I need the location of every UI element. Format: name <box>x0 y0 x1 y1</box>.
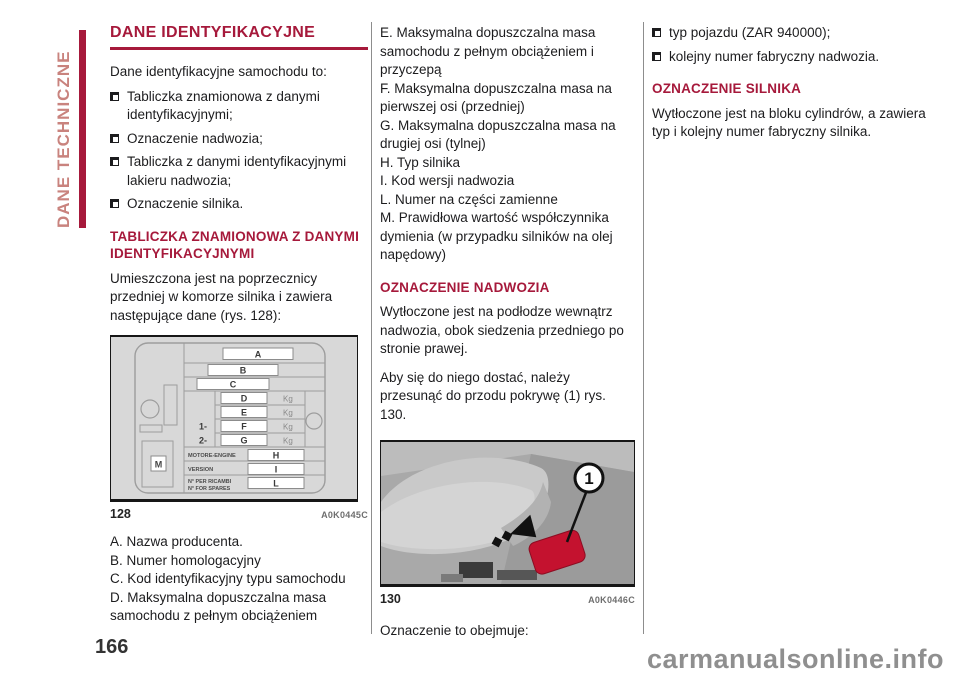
page-number: 166 <box>95 636 129 658</box>
callout-number: 1 <box>584 469 594 488</box>
seat-floor-photo <box>381 442 634 584</box>
square-bullet-icon <box>110 199 119 208</box>
bullet-list <box>110 88 368 214</box>
legend-item: F. Maksymalna dopuszczalna masa na pierwszej osi (przedniej) <box>380 80 612 114</box>
legend-item: M. Prawidłowa wartość współczynnika dymienia (w przypadku silników na olej napędowy) <box>380 210 613 262</box>
figure-caption <box>110 507 368 521</box>
list-item-text: Oznaczenie silnika. <box>127 196 244 211</box>
watermark-text: carmanualsonline.info <box>646 644 944 674</box>
plate-field-g: G <box>240 435 248 446</box>
legend-item: E. Maksymalna dopuszczalna masa samochodu z pełnym obciążeniem i przyczepą <box>380 25 596 77</box>
plate-field-m: M <box>154 459 163 470</box>
figure-caption <box>380 592 635 606</box>
list-item <box>652 24 935 43</box>
paragraph: Wytłoczone jest na podłodze wewnątrz nadwozia, obok siedzenia przedniego po stronie prawej. <box>380 304 624 356</box>
chapter-title-vertical: DANE TECHNICZNE <box>54 50 73 228</box>
list-item-text: Tabliczka z danymi identyfikacyjnymi lakieru nadwozia; <box>127 154 347 188</box>
spares-row-label-2: N° FOR SPARES <box>188 486 231 492</box>
legend-item: I. Kod wersji nadwozia <box>380 173 515 188</box>
plate-field-e: E <box>240 407 248 418</box>
chapter-accent-bar <box>79 30 86 228</box>
plate-field-a: A <box>254 349 262 360</box>
square-bullet-icon <box>110 134 119 143</box>
kg-unit: Kg <box>283 394 293 404</box>
legend-item: L. Numer na części zamienne <box>380 191 558 207</box>
column-1 <box>110 24 368 626</box>
figure-number: 128 <box>110 507 131 521</box>
paragraph: Wytłoczone jest na bloku cylindrów, a zawiera typ i kolejny numer fabryczny silnika. <box>652 105 926 139</box>
identification-plate-diagram <box>111 337 357 499</box>
plate-field-c: C <box>229 379 237 390</box>
list-item <box>110 88 368 125</box>
column-divider <box>371 22 372 634</box>
list-item <box>110 153 368 190</box>
figure-identification-plate <box>110 335 358 502</box>
subsection-heading: OZNACZENIE SILNIKA <box>652 81 802 96</box>
legend-list-e-m <box>380 24 635 265</box>
square-bullet-icon <box>652 52 661 61</box>
legend-item: D. Maksymalna dopuszczalna masa samochodu z pełnym obciążeniem <box>110 589 327 623</box>
plate-rivet-left <box>141 400 159 418</box>
square-bullet-icon <box>110 157 119 166</box>
legend-item: G. Maksymalna dopuszczalna masa na drugiej osi (tylnej) <box>380 117 616 151</box>
intro-paragraph: Dane identyfikacyjne samochodu to: <box>110 64 327 79</box>
plate-field-l: L <box>273 478 279 489</box>
list-item-text: Oznaczenie nadwozia; <box>127 130 263 146</box>
column-3 <box>652 24 935 148</box>
kg-unit: Kg <box>283 436 293 446</box>
plate-rivet-right <box>306 413 322 429</box>
figure-number: 130 <box>380 592 401 606</box>
section-heading: DANE IDENTYFIKACYJNE <box>110 24 368 50</box>
plate-field-i: I <box>274 464 278 475</box>
kg-unit: Kg <box>283 422 293 432</box>
spares-row-label-1: N° PER RICAMBI <box>188 479 232 485</box>
axle-2-label: 2- <box>199 435 208 446</box>
legend-item: C. Kod identyfikacyjny typu samochodu <box>110 571 346 586</box>
engine-row-label: MOTORE-ENGINE <box>188 453 236 459</box>
list-item <box>652 48 935 67</box>
legend-item: H. Typ silnika <box>380 154 461 170</box>
square-bullet-icon <box>110 92 119 101</box>
version-row-label: VERSION <box>188 467 214 473</box>
axle-1-label: 1- <box>199 421 208 432</box>
paragraph: Aby się do niego dostać, należy przesunąć do przodu pokrywę (1) rys. 130. <box>380 369 606 422</box>
legend-item: A. Nazwa producenta. <box>110 534 243 549</box>
list-item <box>110 130 368 149</box>
plate-field-h: H <box>272 450 280 461</box>
legend-item: B. Numer homologacyjny <box>110 552 261 568</box>
list-item-text: typ pojazdu (ZAR 940000); <box>669 25 831 40</box>
plate-field-f: F <box>241 421 247 432</box>
outro-paragraph: Oznaczenie to obejmuje: <box>380 623 529 638</box>
paragraph: Umieszczona jest na poprzecznicy przedniej w komorze silnika i zawiera następujące dane (rys. 128): <box>110 270 333 323</box>
subsection-heading: TABLICZKA ZNAMIONOWA Z DANYMI IDENTYFIKACYJNYMI <box>110 228 360 261</box>
plate-field-b: B <box>239 365 247 376</box>
figure-code: A0K0445C <box>321 510 368 520</box>
plate-field-d: D <box>240 393 248 404</box>
subsection-heading: OZNACZENIE NADWOZIA <box>380 279 550 295</box>
kg-unit: Kg <box>283 408 293 418</box>
list-item-text: kolejny numer fabryczny nadwozia. <box>669 48 880 64</box>
column-divider <box>643 22 644 634</box>
column-2 <box>380 24 635 647</box>
legend-list-a-d <box>110 533 368 626</box>
square-bullet-icon <box>652 28 661 37</box>
bullet-list <box>652 24 935 66</box>
figure-body-marking-photo <box>380 440 635 587</box>
list-item-text: Tabliczka znamionowa z danymi identyfikacyjnymi; <box>127 88 320 122</box>
list-item <box>110 195 368 214</box>
figure-code: A0K0446C <box>588 595 635 605</box>
